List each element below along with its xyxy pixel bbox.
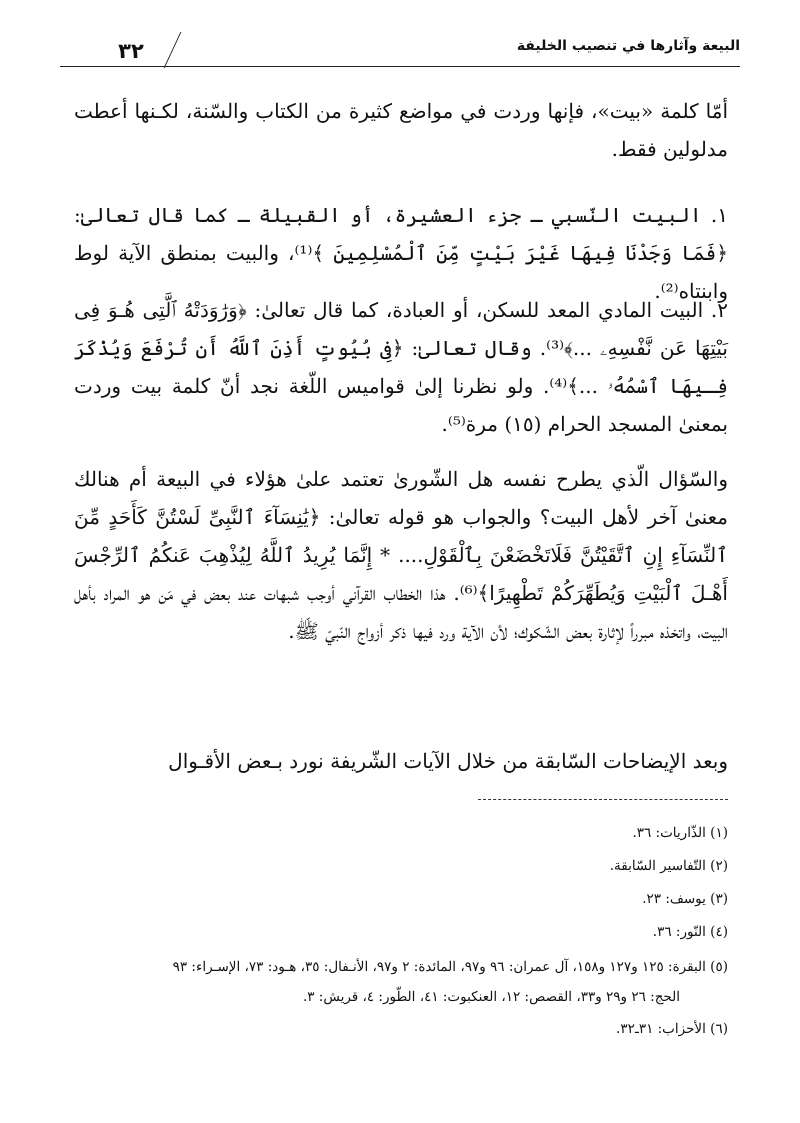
page-header [60, 30, 740, 70]
paragraph-item-1: ١. البيت النّسبي ـ جزء العشيرة، أو القبيلة ـ كما قال تعالىٰ: ﴿فَمَا وَجَدْنَا فِيهَا غَيْرَ بَيْتٍ مِّنَ ٱلْمُسْلِمِينَ ﴾⁽¹⁾، والبيت بمنطق الآية لوط وابنتاه⁽²⁾. [74, 203, 728, 303]
footnote-1: (١) الذّاريات: ٣٦. [632, 825, 728, 841]
paragraph-intro: أمّا كلمة «بيت»، فإنها وردت في مواضع كثيرة من الكتاب والسّنة، لكـنها أعطت مدلولين فقط. [74, 99, 728, 161]
footnote-6: (٦) الأحزاب: ٣١ـ٣٢. [616, 1021, 728, 1037]
page-number: ٣٢ [118, 39, 144, 63]
footnote-5-continued: الحج: ٢٦ و٢٩ و٣٣، القصص: ١٢، العنكبوت: ٤١، الطّور: ٤، قريش: ٣. [302, 989, 680, 1005]
header-rule [60, 66, 740, 67]
paragraph-item-2: ٢. البيت المادي المعد للسكن، أو العبادة، كما قال تعالىٰ: ﴿وَرَٰوَدَتْهُ ٱلَّتِى هُـوَ فِى بَيْتِهَا عَن نَّفْسِهِۦ ...﴾⁽³⁾. وقال تعالىٰ: ﴿فِى بُيُوتٍ أَذِنَ ٱللَّهُ أَن تُرْفَعَ وَيُذْكَرَ فِـيهَا ٱسْمُهُۥ ...﴾⁽⁴⁾. ولو نظرنا إلىٰ قواميس اللّغة نجد أنّ كلمة بيت وردت بمعنىٰ المسجد الحرام (١٥) مرة⁽⁵⁾. [74, 298, 729, 436]
footnote-5: (٥) البقرة: ١٢٥ و١٢٧ و١٥٨، آل عمران: ٩٦ و٩٧، المائدة: ٢ و٩٧، الأنـفال: ٣٥، هـود: ٧٣، الإسـراء: ٩٣ [172, 959, 728, 975]
footnote-3: (٣) يوسف: ٢٣. [642, 891, 728, 907]
footnote-2: (٢) التّفاسير السّابقة. [609, 858, 728, 874]
footnote-separator [478, 799, 728, 800]
paragraph-closing: وبعد الإيضاحات السّابقة من خلال الآيات الشّريفة نورد بـعض الأقـوال [168, 749, 728, 773]
paragraph-question: والسّؤال الّذي يطرح نفسه هل الشّورىٰ تعتمد علىٰ هؤلاء في البيعة أم هنالك معنىٰ آخر لأهل البيت؟ والجواب هو قوله تعالىٰ: ﴿يَٰنِسَآءَ ٱلنَّبِىِّ لَسْتُنَّ كَأَحَدٍ مِّنَ ٱلنِّسَآءِ إِنِ ٱتَّقَيْتُنَّ فَلَاتَخْضَعْنَ بِٱلْقَوْلِ.... * إِنَّمَا يُرِيدُ ٱللَّهُ لِيُذْهِبَ عَنكُمُ ٱلرِّجْسَ أَهْـلَ ٱلْبَيْتِ وَيُطَهِّرَكُمْ تَطْهِيرًا﴾⁽⁶⁾. هذا الخطاب القرآني أوجب شبهات عند بعض في مَن هو المراد بأهل البيت، واتخذه مبرراً لإثارة بعض الشّكوك؛ لأن الآية ورد فيها ذكر أزواج النّبيّ ﷺ. [74, 467, 728, 643]
running-title: البيعة وآثارها في تنصيب الخليفة [516, 38, 740, 54]
footnote-4: (٤) النّور: ٣٦. [652, 924, 728, 940]
